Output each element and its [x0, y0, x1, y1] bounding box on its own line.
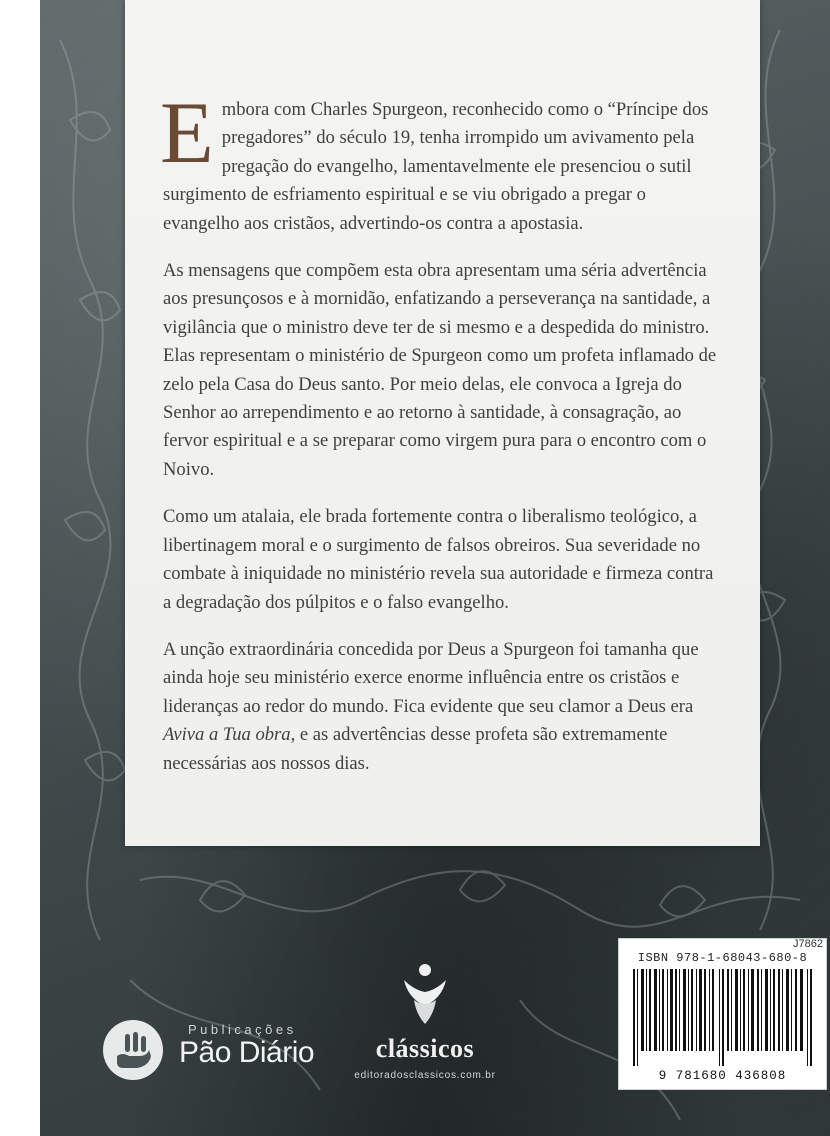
- blurb-paragraph-4: [163, 636, 723, 778]
- publisher-name-classicos: clássicos: [375, 1034, 475, 1063]
- classicos-logo: [340, 960, 510, 1090]
- book-back-cover: [40, 0, 830, 1136]
- publisher-name-pao-diario: Pão Diário: [179, 1036, 315, 1069]
- bread-hand-icon: [103, 1020, 163, 1080]
- barcode-digits: 9 781680 436808: [658, 1069, 787, 1083]
- isbn-number: ISBN 978-1-68043-680-8: [637, 951, 808, 965]
- blurb-paragraph-1: [160, 85, 723, 238]
- publisher-tagline: Publicações: [188, 1022, 297, 1037]
- blurb-paragraph-4-end: , e as advertências desse profeta são extremamente necessárias aos nossos dias.: [163, 724, 668, 774]
- drop-cap-letter: E: [160, 85, 214, 182]
- pao-diario-logo: [95, 1008, 335, 1088]
- blurb-paragraph-3: Como um atalaia, ele brada fortemente contra o liberalismo teológico, a libertinagem moral e o surgimento de falsos obreiros. Sua severidade no combate à iniquidade no ministério revela sua autoridade e firmeza contra a degradação dos púlpitos e o falso evangelho.: [163, 506, 714, 613]
- blurb-paragraph-4-start: A unção extraordinária concedida por Deus a Spurgeon foi tamanha que ainda hoje seu ministério exerce enorme influência entre os cristãos e lideranças ao redor do mundo. Fica evidente que seu clamor a Deus era: [163, 638, 699, 717]
- blurb-italic-title: Aviva a Tua obra: [163, 724, 291, 746]
- blurb-paragraph-2: As mensagens que compõem esta obra apresentam uma séria advertência aos presunçosos e à mornidão, enfatizando a perseverança na santidade, a vigilância que o ministro deve ter de si mesmo e a despedida do ministro. Elas representam o ministério de Spurgeon como um profeta inflamado de zelo pela Casa do Deus santo. Por meio delas, ele convoca a Igreja do Senhor ao arrependimento e ao retorno à santidade, à consagração, ao fervor espiritual e a se preparar como virgem pura para o encontro com o Noivo.: [163, 260, 717, 480]
- text-panel: [125, 0, 760, 846]
- barcode-bars: [631, 969, 816, 1066]
- publisher-website: editoradosclassicos.com.br: [354, 1070, 496, 1081]
- product-code: J7862: [793, 938, 823, 950]
- blurb-paragraph-1-text: mbora com Charles Spurgeon, reconhecido como o “Príncipe dos pregadores” do século 19, tenha irrompido um avivamento pela pregação do evangelho, lamentavelmente ele presenciou o sutil surgimento de esfriamento espiritual e se viu obrigado a pregar o evangelho aos cristãos, advertindo-os contra a apostasia.: [163, 99, 709, 234]
- back-cover-blurb: [160, 85, 723, 797]
- isbn-barcode: [618, 938, 827, 1090]
- eagle-figure-icon: [400, 960, 450, 1030]
